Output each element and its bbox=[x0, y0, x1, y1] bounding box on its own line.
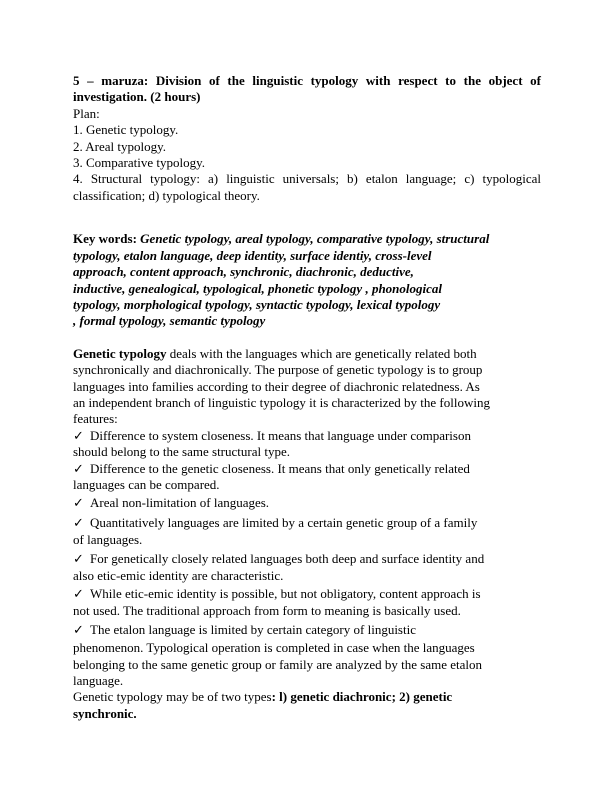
feature-bullet-2 bbox=[73, 461, 470, 478]
plan-item-4-line2: classification; d) typological theory. bbox=[73, 188, 260, 203]
feature-bullet-4 bbox=[73, 515, 477, 532]
bullet-text: While etic-emic identity is possible, but not obligatory, content approach is bbox=[90, 586, 481, 601]
genetic-paragraph-line4: an independent branch of linguistic typology it is characterized by the following bbox=[73, 395, 490, 410]
feature-bullet-7 bbox=[73, 622, 416, 639]
keywords-text: Genetic typology, areal typology, comparative typology, structural bbox=[140, 231, 490, 246]
types-line1 bbox=[73, 689, 452, 706]
check-icon: ✓ bbox=[73, 428, 84, 443]
genetic-term: Genetic typology bbox=[73, 346, 167, 361]
bullet-text: The etalon language is limited by certain category of linguistic bbox=[90, 622, 416, 637]
check-icon: ✓ bbox=[73, 495, 84, 510]
keywords-line4: inductive, genealogical, typological, phonetic typology , phonological bbox=[73, 281, 443, 296]
check-icon: ✓ bbox=[73, 622, 84, 637]
bullet-text: Quantitatively languages are limited by a certain genetic group of a family bbox=[90, 515, 478, 530]
tail-line1: phenomenon. Typological operation is completed in case when the languages bbox=[73, 640, 475, 655]
feature-bullet-1-cont: should belong to the same structural type. bbox=[73, 444, 290, 459]
feature-bullet-1 bbox=[73, 428, 471, 445]
tail-line2: belonging to the same genetic group or family are analyzed by the same etalon bbox=[73, 657, 482, 672]
keywords-line3: approach, content approach, synchronic, diachronic, deductive, bbox=[73, 264, 414, 279]
lecture-title-line1: 5 – maruza: Division of the linguistic typology with respect to the object of bbox=[73, 73, 541, 88]
types-line2: synchronic. bbox=[73, 706, 137, 721]
feature-bullet-4-cont: of languages. bbox=[73, 532, 143, 547]
plan-item-1: 1. Genetic typology. bbox=[73, 122, 179, 137]
plan-item-2: 2. Areal typology. bbox=[73, 139, 167, 154]
bullet-text: For genetically closely related languages both deep and surface identity and bbox=[90, 551, 485, 566]
check-icon: ✓ bbox=[73, 461, 84, 476]
plan-item-3: 3. Comparative typology. bbox=[73, 155, 206, 170]
lecture-title-line2: investigation. (2 hours) bbox=[73, 89, 201, 104]
genetic-line1-text: deals with the languages which are genetically related both bbox=[166, 346, 477, 361]
tail-line3: language. bbox=[73, 673, 124, 688]
genetic-paragraph-line5: features: bbox=[73, 411, 118, 426]
types-bold: : l) genetic diachronic; 2) genetic bbox=[271, 689, 453, 704]
feature-bullet-3 bbox=[73, 495, 269, 512]
plan-item-4-line1: 4. Structural typology: a) linguistic universals; b) etalon language; c) typological bbox=[73, 171, 541, 186]
plan-label: Plan: bbox=[73, 106, 100, 121]
keywords-label: Key words: bbox=[73, 231, 137, 246]
genetic-paragraph-line2: synchronically and diachronically. The purpose of genetic typology is to group bbox=[73, 362, 483, 377]
types-prefix: Genetic typology may be of two types bbox=[73, 689, 272, 704]
bullet-text: Difference to system closeness. It means that language under comparison bbox=[90, 428, 471, 443]
check-icon: ✓ bbox=[73, 586, 84, 601]
keywords-line5: typology, morphological typology, syntactic typology, lexical typology bbox=[73, 297, 441, 312]
check-icon: ✓ bbox=[73, 551, 84, 566]
keywords-line6: , formal typology, semantic typology bbox=[73, 313, 266, 328]
keywords-line2: typology, etalon language, deep identity, surface identiy, cross-level bbox=[73, 248, 432, 263]
feature-bullet-2-cont: languages can be compared. bbox=[73, 477, 220, 492]
genetic-paragraph-line3: languages into families according to their degree of diachronic relatedness. As bbox=[73, 379, 480, 394]
bullet-text: Difference to the genetic closeness. It means that only genetically related bbox=[90, 461, 470, 476]
genetic-paragraph-line1 bbox=[73, 346, 477, 363]
bullet-text: Areal non-limitation of languages. bbox=[90, 495, 270, 510]
feature-bullet-6-cont: not used. The traditional approach from form to meaning is basically used. bbox=[73, 603, 461, 618]
feature-bullet-5 bbox=[73, 551, 484, 568]
feature-bullet-6 bbox=[73, 586, 481, 603]
check-icon: ✓ bbox=[73, 515, 84, 530]
feature-bullet-5-cont: also etic-emic identity are characteristic. bbox=[73, 568, 284, 583]
keywords-line1 bbox=[73, 231, 489, 248]
